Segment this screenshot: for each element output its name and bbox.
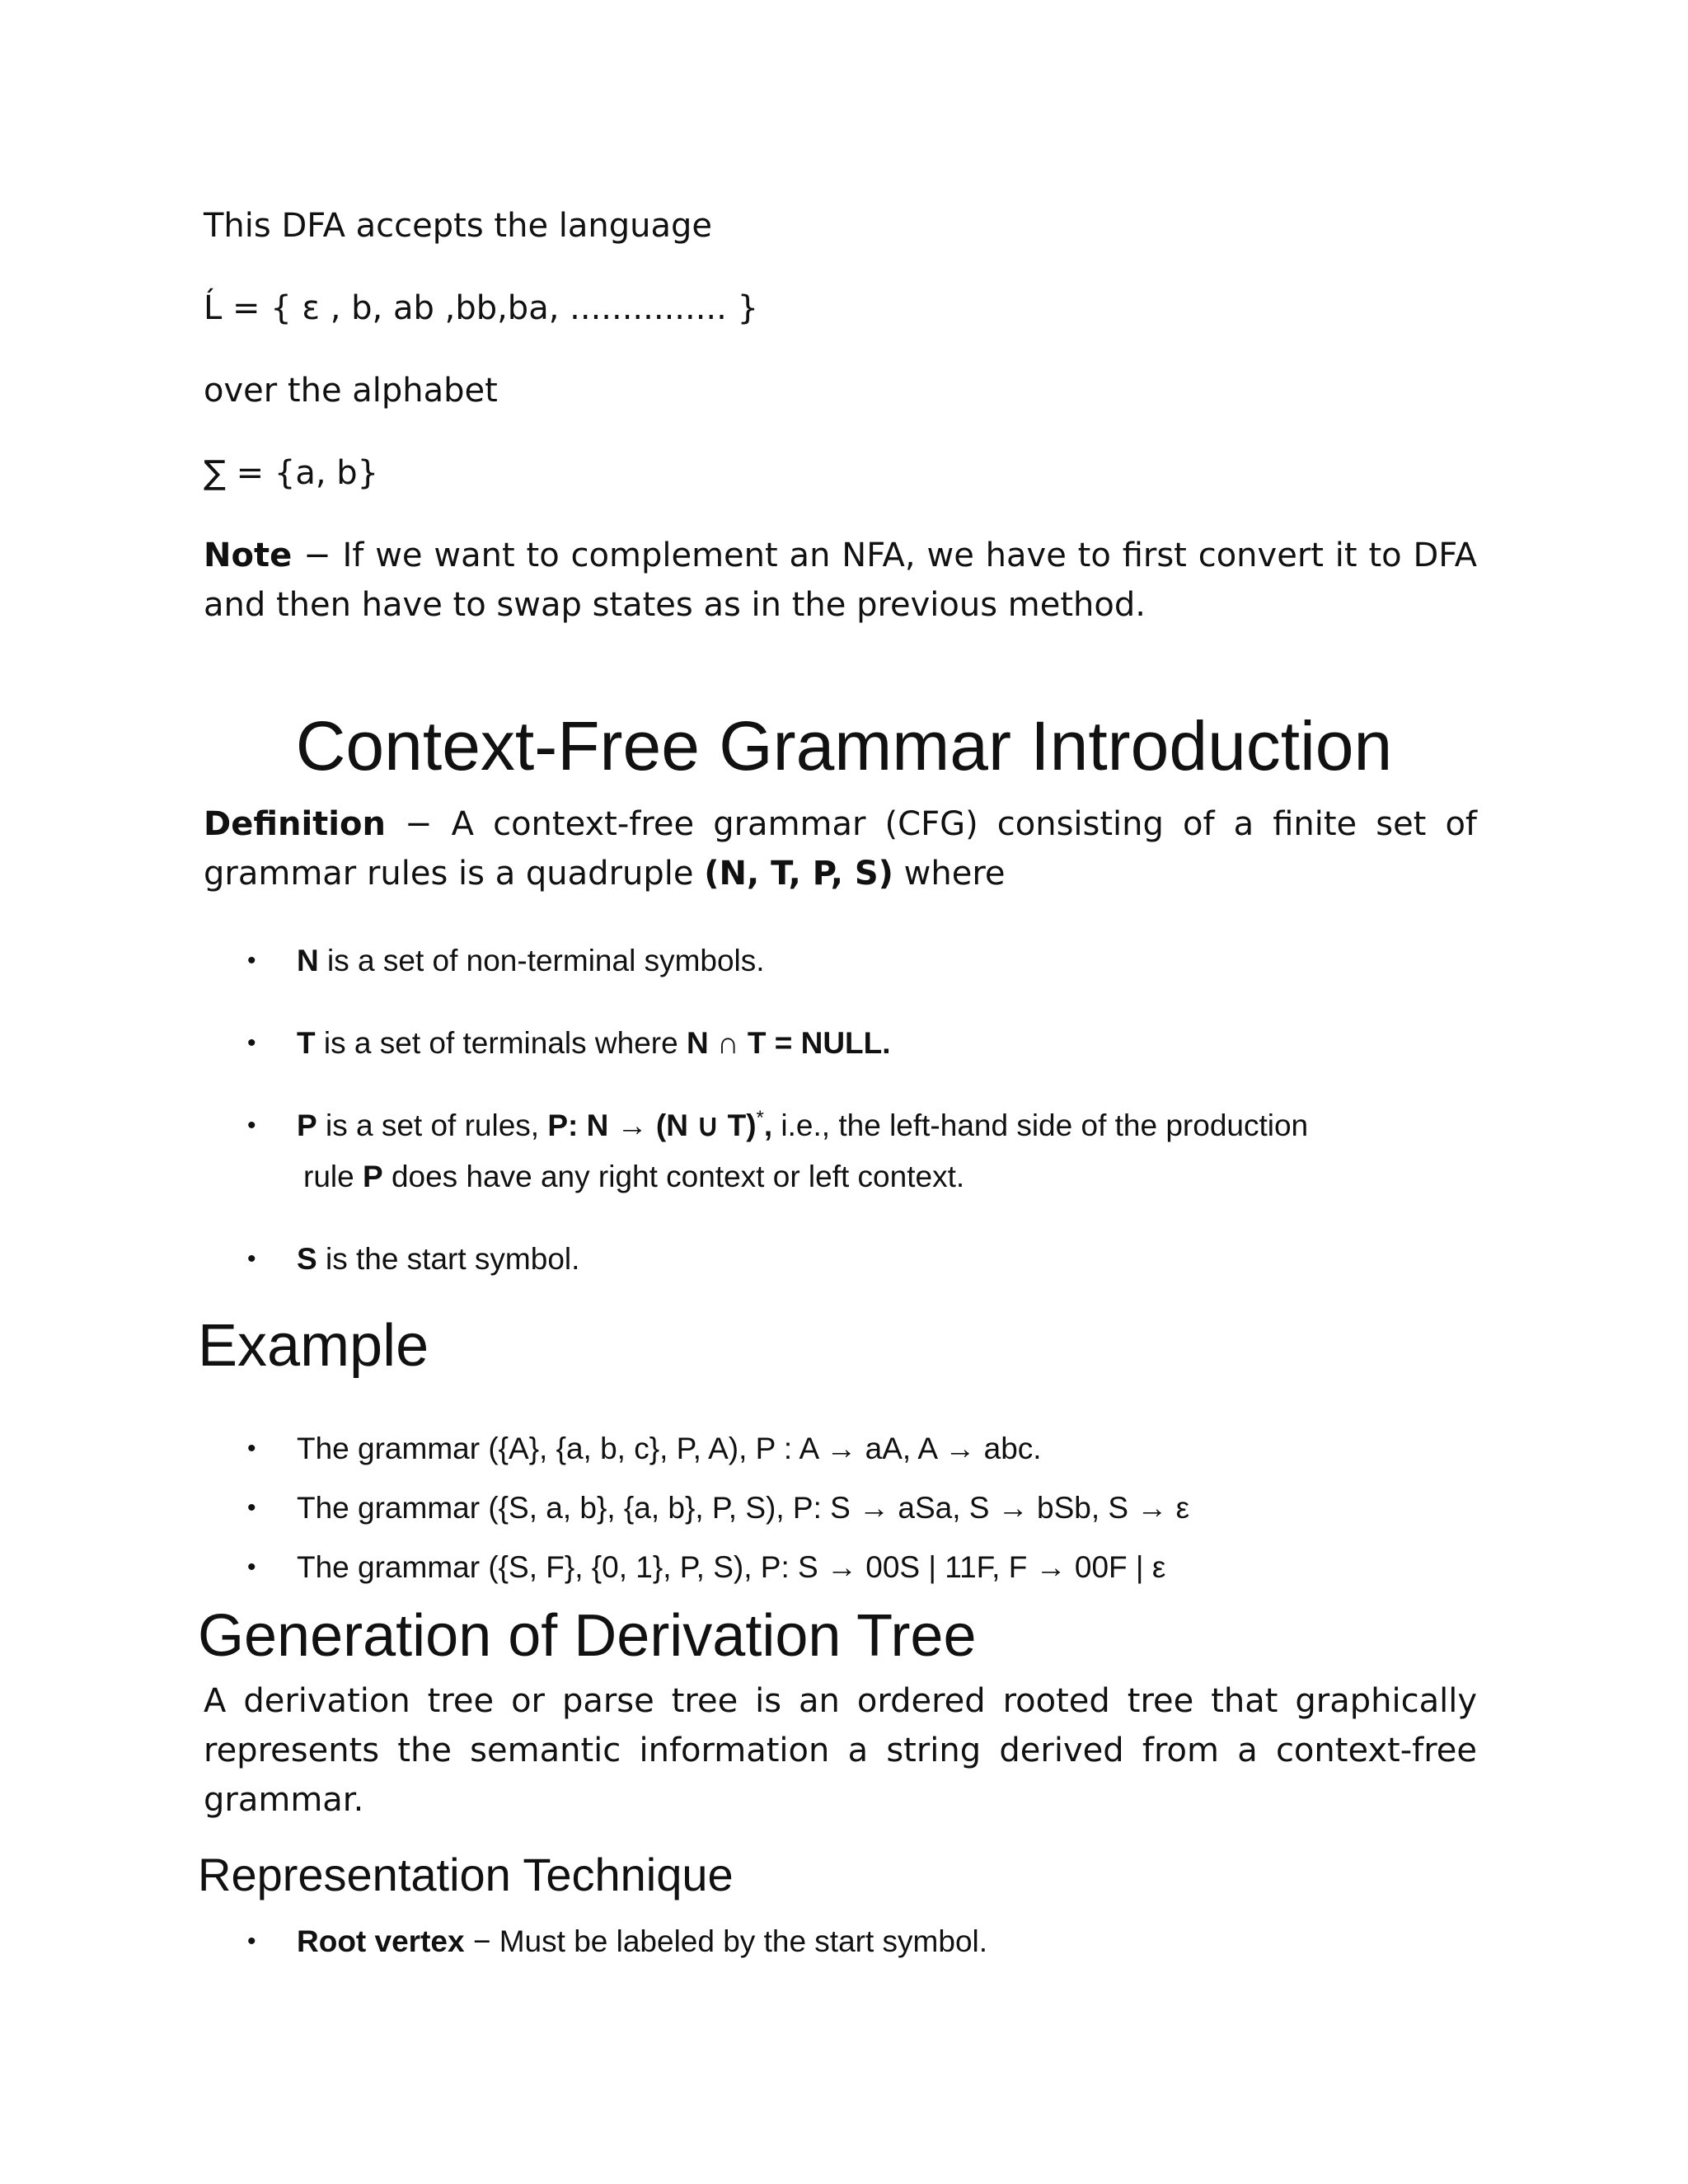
- bullet-icon: •: [247, 1112, 256, 1139]
- note-paragraph: [204, 531, 1477, 630]
- alphabet-intro: over the alphabet: [204, 372, 498, 410]
- bullet-text: Root vertex − Must be labeled by the start symbol.: [297, 1924, 988, 1958]
- bullet-text: P is a set of rules, P: N → (N ∪ T)*, i.e., the left-hand side of the production: [297, 1107, 1309, 1142]
- example-item: The grammar ({S, F}, {0, 1}, P, S), P: S → 00S | 11F, F → 00F | ε: [297, 1550, 1166, 1584]
- derivation-paragraph: A derivation tree or parse tree is an ordered rooted tree that graphically represents the semantic information a string derived from a context-free grammar.: [204, 1682, 1477, 1819]
- bullet-text: N is a set of non-terminal symbols.: [297, 944, 765, 977]
- bullet-icon: •: [247, 1435, 256, 1462]
- bullet-icon: •: [247, 1494, 256, 1521]
- language-definition: Ĺ = { ε , b, ab ,bb,ba, ............... }: [204, 289, 759, 327]
- bullet-continuation: rule P does have any right context or left context.: [303, 1160, 965, 1193]
- definition-paragraph: [204, 799, 1477, 898]
- bullet-text: T is a set of terminals where N ∩ T = NULL.: [297, 1026, 891, 1060]
- definition-end: where: [893, 855, 1006, 893]
- dfa-accepts-line: This DFA accepts the language: [204, 207, 712, 245]
- cfg-title: Context-Free Grammar Introduction: [295, 707, 1393, 785]
- definition-text: − A context-free grammar (CFG) consisting of a finite set of grammar rules is a quadruple: [204, 805, 1477, 893]
- technique-heading: Representation Technique: [198, 1849, 734, 1900]
- example-item: The grammar ({S, a, b}, {a, b}, P, S), P: S → aSa, S → bSb, S → ε: [297, 1491, 1190, 1525]
- bullet-text: S is the start symbol.: [297, 1242, 580, 1276]
- bullet-icon: •: [247, 1928, 256, 1955]
- example-heading: Example: [198, 1313, 429, 1379]
- example-item: The grammar ({A}, {a, b, c}, P, A), P : A → aA, A → abc.: [297, 1432, 1042, 1465]
- definition-label: Definition: [204, 805, 386, 843]
- bullet-icon: •: [247, 1554, 256, 1581]
- alphabet-definition: ∑ = {a, b}: [204, 454, 379, 492]
- bullet-icon: •: [247, 947, 256, 974]
- definition-quadruple: (N, T, P, S): [704, 855, 893, 893]
- bullet-icon: •: [247, 1029, 256, 1057]
- bullet-icon: •: [247, 1245, 256, 1272]
- note-text: − If we want to complement an NFA, we have to first convert it to DFA and then have to swap states as in the previous method.: [204, 537, 1477, 624]
- note-label: Note: [204, 537, 293, 574]
- derivation-heading: Generation of Derivation Tree: [198, 1603, 977, 1669]
